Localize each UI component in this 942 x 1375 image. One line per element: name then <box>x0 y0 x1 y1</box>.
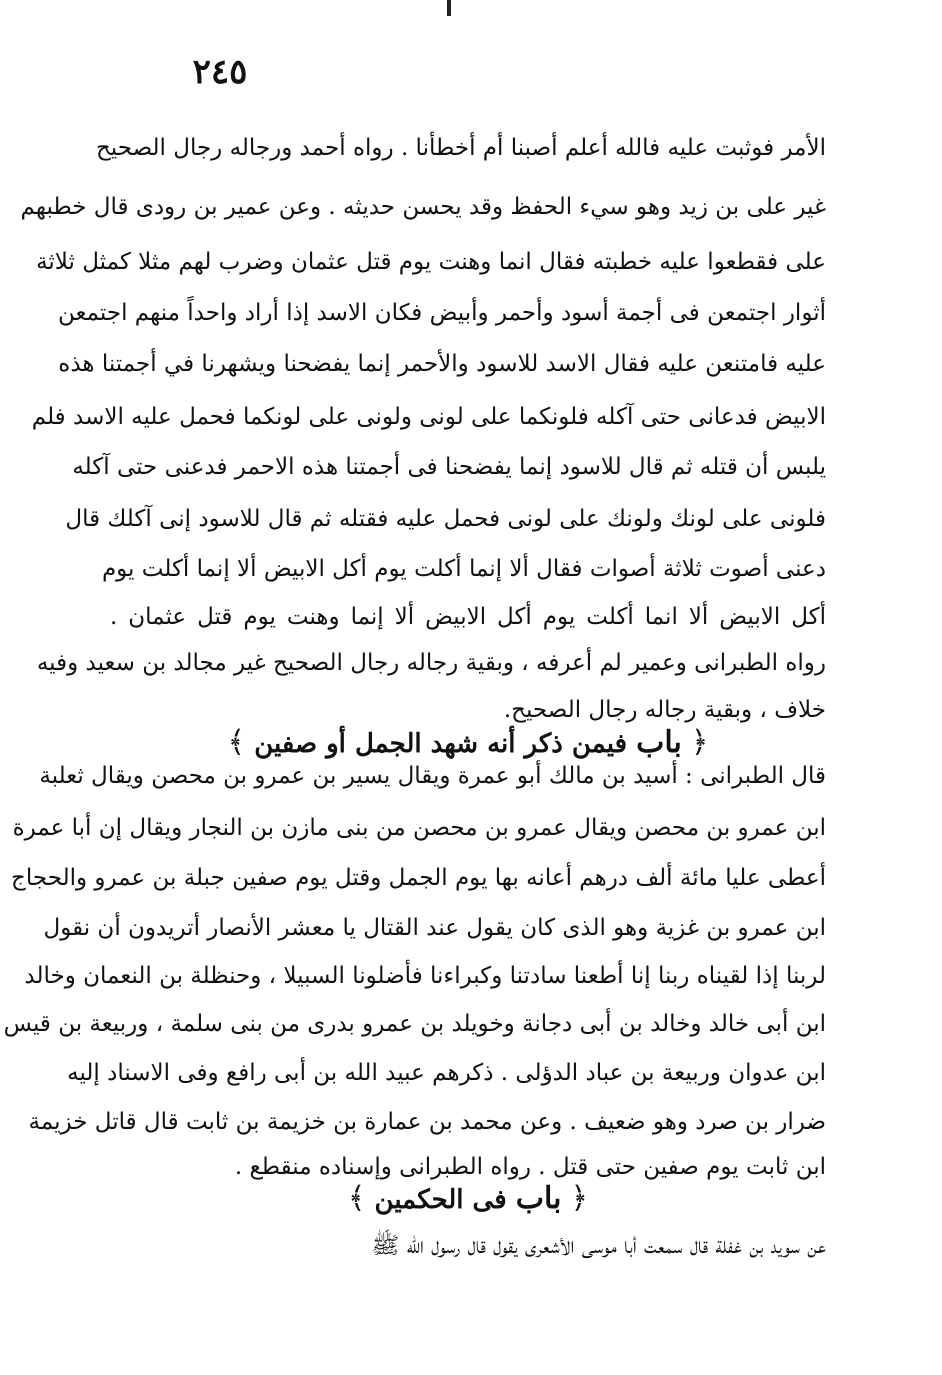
section-heading-2 <box>110 1174 826 1224</box>
page-number: ٢٤٥ <box>192 52 248 92</box>
text-line: رواه الطبرانى وعمير لم أعرفه ، وبقية رجاله رجال الصحيح غير مجالد بن سعيد وفيه <box>36 650 826 676</box>
ornate-bracket-open: ﴿ <box>690 725 709 760</box>
text-line: الأمر فوثبت عليه فالله أعلم أصبنا أم أخطأنا . رواه أحمد ورجاله رجال الصحيح <box>95 135 826 161</box>
ornate-bracket-open: ﴿ <box>570 1181 589 1216</box>
text-line: ابن عمرو بن محصن ويقال عمرو بن محصن من بنى مازن بن النجار ويقال إن أبا عمرة <box>12 815 826 841</box>
text-line: الابيض فدعانى حتى آكله فلونكما على لونى ولونى على لونكما فحمل عليه الاسد فلم <box>31 404 826 430</box>
heading-title: فيمن ذكر أنه شهد الجمل أو صفين <box>254 729 628 759</box>
text-line: ابن ثابت يوم صفين حتى قتل . رواه الطبرانى وإسناده منقطع . <box>234 1154 826 1180</box>
text-line: خلاف ، وبقية رجاله رجال الصحيح. <box>503 697 826 723</box>
text-line: دعنى أصوت ثلاثة أصوات فقال ألا إنما أكلت يوم أكل الابيض ألا إنما أكلت يوم <box>101 556 826 582</box>
text-line: ضرار بن صرد وهو ضعيف . وعن محمد بن عمارة بن خزيمة بن ثابت قال قاتل خزيمة <box>28 1109 826 1135</box>
text-line: ابن عمرو بن غزية وهو الذى كان يقول عند القتال يا معشر الأنصار أتريدون أن نقول <box>43 915 826 941</box>
text-line: عليه فامتنعن عليه فقال الاسد للاسود والأحمر إنما يفضحنا ويشهرنا في أجمتنا هذه <box>58 351 826 377</box>
text-line: فلونى على لونك ولونك على لونى فحمل عليه فقتله ثم قال للاسود إنى آكلك قال <box>65 506 826 532</box>
ornate-bracket-close: ﴾ <box>347 1181 366 1216</box>
text-line: أعطى عليا مائة ألف درهم أعانه بها يوم الجمل وقتل يوم صفين جبلة بن عمرو والحجاج <box>11 865 826 891</box>
text-line: عن سويد بن غفلة قال سمعت أبا موسى الأشعرى يقول قال رسول الله ﷺ <box>371 1233 826 1259</box>
text-line: ابن أبى خالد وخالد بن أبى دجانة وخويلد بن عمرو بدرى من بنى سلمة ، وربيعة بن قيس <box>3 1011 826 1037</box>
heading-bab-label: باب <box>636 725 682 760</box>
heading-title: فى الحكمين <box>374 1185 507 1215</box>
text-line: قال الطبرانى : أسيد بن مالك أبو عمرة ويقال يسير بن عمرو بن محصن ويقال ثعلبة <box>39 763 826 789</box>
text-line: غير على بن زيد وهو سيء الحفظ وقد يحسن حديثه . وعن عمير بن رودى قال خطبهم <box>20 194 826 220</box>
text-line: أثوار اجتمعن فى أجمة أسود وأحمر وأبيض فكان الاسد إذا أراد واحداً منهم اجتمعن <box>58 300 826 326</box>
text-line: يلبس أن قتله ثم قال للاسود إنما يفضحنا فى أجمتنا هذه الاحمر فدعنى حتى آكله <box>72 454 826 480</box>
text-line: لربنا إذا لقيناه ربنا إنا أطعنا سادتنا وكبراءنا فأضلونا السبيلا ، وحنظلة بن النعمان وخالد <box>24 963 826 989</box>
text-line: على فقطعوا عليه خطبته فقال انما وهنت يوم قتل عثمان وضرب لهم مثلا كمثل ثلاثة <box>36 249 826 275</box>
binding-mark <box>447 0 451 16</box>
heading-bab-label: باب <box>515 1181 562 1216</box>
text-line: ابن عدوان وربيعة بن عباد الدؤلى . ذكرهم عبيد الله بن أبى رافع وفى الاسناد إليه <box>67 1060 826 1086</box>
ornate-bracket-close: ﴾ <box>227 725 246 760</box>
text-line: أكل الابيض ألا انما أكلت يوم أكل الابيض ألا إنما وهنت يوم قتل عثمان . <box>110 604 826 630</box>
